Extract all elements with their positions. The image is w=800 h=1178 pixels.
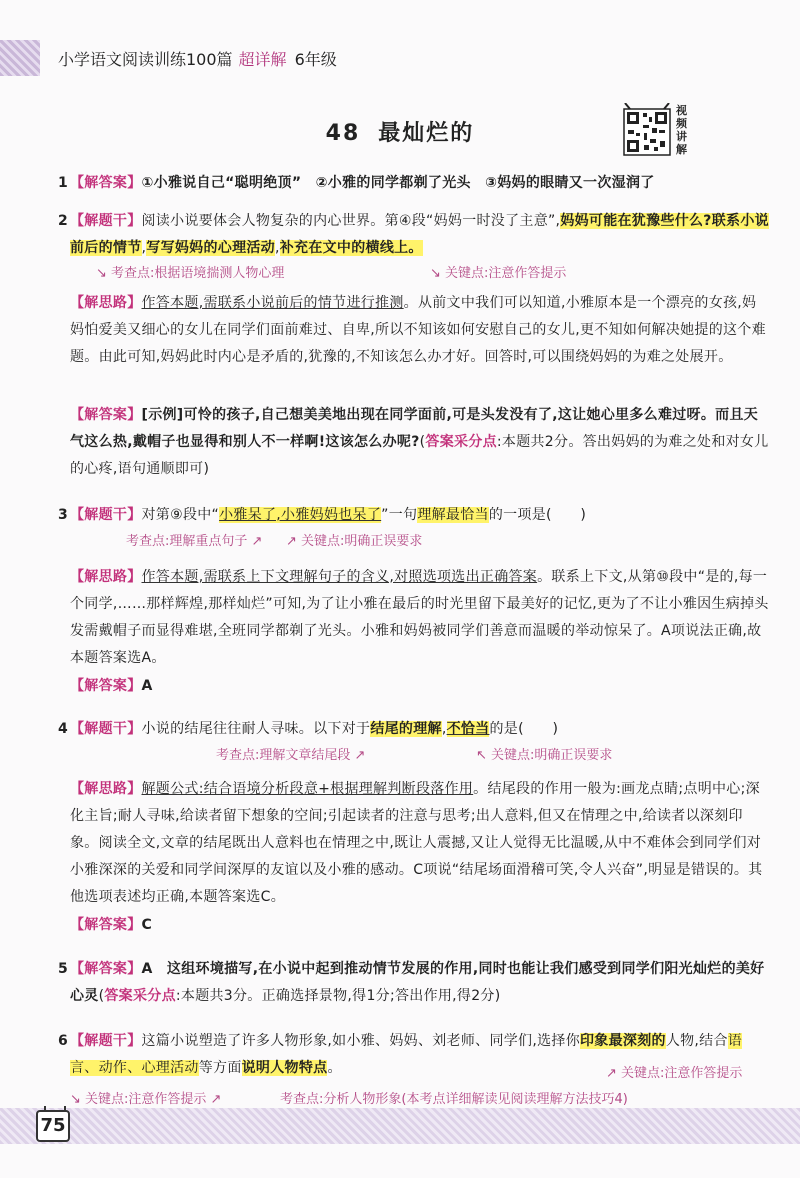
question-1: [58, 170, 770, 197]
answer-tag: 【解答案】: [70, 917, 142, 933]
scoring-tag: 答案采分点: [425, 434, 497, 450]
note-exam-point: 考查点:理解重点句子 ↗: [126, 534, 263, 549]
q3-thinking: [58, 564, 770, 672]
qr-code-icon[interactable]: [622, 103, 672, 157]
qr-label-char: 频: [676, 117, 687, 130]
stem-text: 的是( ): [489, 721, 559, 737]
stem-highlight: 补充在文中的横线上。: [279, 240, 423, 256]
stem-highlight: 不恰当: [446, 721, 490, 737]
note-text: 考查点:分析人物形象(本考点详细解读见阅读理解方法技巧4): [280, 1092, 628, 1107]
question-number: 3: [58, 507, 68, 523]
question-4: [58, 716, 770, 743]
stem-highlight: 语言、: [70, 1033, 743, 1076]
stem-highlight: 理解最恰当: [417, 507, 489, 523]
header-bar: [0, 40, 800, 76]
stem-text: ,: [141, 240, 147, 256]
book-title-accent: 超详解: [238, 49, 287, 69]
thinking-tag: 【解思路】: [70, 781, 142, 797]
thinking-tag: 【解思路】: [70, 569, 142, 585]
stem-highlight: 印象最深刻的: [580, 1033, 666, 1049]
stem-highlight: 小雅呆了,小雅妈妈也呆了: [219, 507, 382, 523]
page-number: 75: [36, 1110, 70, 1142]
thinking-underlined: 解题公式:结合语境分析段意+根据理解判断段落作用: [141, 781, 474, 797]
question-tag: 【解题干】: [70, 721, 142, 737]
thinking-text: 。结尾段的作用一般为:画龙点睛;点明中心;深化主旨;耐人寻味,给读者留下想象的空间;引起读者的注意与思考;出人意料,但又在情理之中,给读者以深刻印象。阅读全文,文章的结尾既出人意料也在情理之中,既让人震撼,又让人觉得无比温暖,从中不难体会到同学们对小雅深深的关爱和同学间深厚的友谊以及小雅的感动。C项说“结尾场面滑稽可笑,令人兴奋”,明显是错误的。其他选项表述均正确,本题答案选C。: [70, 781, 763, 905]
note-text: 关键点:注意作答提示: [85, 1092, 207, 1107]
book-title-text: 小学语文阅读训练100篇: [58, 49, 233, 69]
note-text: 考查点:理解重点句子: [126, 534, 248, 549]
stem-text: 阅读小说要体会人物复杂的内心世界。第④段“妈妈一时没了主意”,: [141, 213, 561, 229]
stem-highlight: 结尾的理解: [370, 721, 442, 737]
answer-text: [示例]可怜的孩子,自己想美美地出现在同学面前,可是头发没有了,这让她心里多么难过呀。而且天气这么热,戴帽子也显得和别人不一样啊!这该怎么办呢?: [70, 407, 759, 450]
stem-highlight: 写写妈妈的心理活动: [146, 240, 275, 256]
note-text: 考查点:根据语境揣测人物心理: [111, 266, 285, 281]
answer-text: A 这组环境描写,在小说中起到推动情节发展的作用,同时也能让我们感受到同学们阳光灿烂的美好心灵: [70, 961, 765, 1004]
stem-text: 这篇小说塑造了许多人物形象,如小雅、妈妈、刘老师、同学们,选择你: [141, 1033, 580, 1049]
note-text: 考查点:理解文章结尾段: [216, 748, 351, 763]
book-title: [58, 47, 337, 70]
question-2: [58, 208, 770, 262]
question-tag: 【解题干】: [70, 507, 142, 523]
note-key-point: ↘ 关键点:注意作答提示: [430, 266, 567, 281]
question-number: 5: [58, 961, 68, 977]
book-grade: 6年级: [294, 49, 337, 69]
footer-band: [0, 1108, 800, 1144]
qr-label-char: 解: [676, 143, 687, 156]
q2-answer: 【解答案】[示例]可怜的孩子,自己想美美地出现在同学面前,可是头发没有了,这让她心里多么难过呀。而且天气这么热,戴帽子也显得和别人不一样啊!这该怎么办呢?(答案采分点:本题共2分。答出妈妈的为难之处和对女儿的心疼,语句通顺即可): [70, 407, 769, 477]
scoring-tag: 答案采分点: [104, 988, 176, 1004]
question-number: 6: [58, 1033, 68, 1049]
answer-text: A: [141, 678, 153, 694]
header-stripe: [0, 40, 40, 76]
answer-tag: 【解答案】: [70, 175, 142, 191]
q4-thinking: [58, 776, 770, 911]
question-tag: 【解题干】: [70, 1033, 142, 1049]
lesson-title-text: 最灿烂的: [378, 121, 475, 146]
thinking-tag: 【解思路】: [70, 295, 142, 311]
scoring-text: :本题共3分。正确选择景物,得1分;答出作用,得2分): [175, 988, 501, 1004]
answer-text: C: [141, 917, 153, 933]
answer-tag: 【解答案】: [70, 961, 142, 977]
question-tag: 【解题干】: [70, 213, 142, 229]
note-key-point: ↘ 关键点:注意作答提示 ↗: [70, 1092, 222, 1107]
stem-text: 。: [327, 1060, 342, 1076]
lesson-number: 48: [325, 121, 361, 146]
answer-tag: 【解答案】: [70, 407, 142, 423]
stem-text: 小说的结尾往往耐人寻味。以下对于: [141, 721, 371, 737]
answer-text: ①小雅说自己“聪明绝顶” ②小雅的同学都剃了光头 ③妈妈的眼睛又一次湿润了: [141, 175, 655, 191]
question-number: 2: [58, 213, 68, 229]
scoring-text: :本题共2分。答出妈妈的为难之处和对女儿的心疼,语句通顺即可): [70, 434, 769, 477]
note-text: 关键点:注意作答提示: [621, 1066, 743, 1081]
note-exam-point: [280, 1088, 628, 1107]
q2-thinking: [58, 290, 770, 371]
note-exam-point: 考查点:理解文章结尾段 ↗: [216, 748, 366, 763]
stem-text: ,: [441, 721, 447, 737]
stem-highlight: 小说前后的情节: [70, 213, 769, 256]
stem-text: 对第⑨段中“: [141, 507, 220, 523]
question-number: 4: [58, 721, 68, 737]
thinking-underlined: 作答本题,需联系上下文理解句子的含义,对照选项选出正确答案: [141, 569, 538, 585]
note-text: 关键点:明确正误要求: [301, 534, 423, 549]
qr-label-char: 讲: [676, 130, 687, 143]
note-key-point: ↗ 关键点:注意作答提示: [606, 1066, 743, 1081]
stem-text: 的一项是( ): [488, 507, 587, 523]
stem-highlight: 动作、心理活动: [98, 1060, 199, 1076]
note-exam-point: ↘ 考查点:根据语境揣测人物心理: [96, 266, 285, 281]
stem-highlight: 说明人物特点: [241, 1060, 328, 1076]
q3-answer: [58, 673, 770, 700]
question-3: [58, 502, 770, 529]
thinking-text: 。联系上下文,从第⑩段中“是的,每一个同学,……那样辉煌,那样灿烂”可知,为了让小雅在最后的时光里留下最美好的记忆,更为了不让小雅因生病掉头发需戴帽子而显得难堪,全班同学都剃了光头。小雅和妈妈被同学们善意而温暖的举动惊呆了。A项说法正确,故本题答案选A。: [70, 569, 769, 666]
note-key-point: ↗ 关键点:明确正误要求: [286, 534, 423, 549]
note-key-point: ↖ 关键点:明确正误要求: [476, 748, 613, 763]
stem-text: 等方面: [198, 1060, 242, 1076]
stem-highlight: 妈妈可能在犹豫些什么?联系: [560, 213, 741, 229]
answer-tag: 【解答案】: [70, 678, 142, 694]
stem-text: ”一句: [381, 507, 418, 523]
note-text: 关键点:明确正误要求: [491, 748, 613, 763]
stem-text: 人物,结合: [665, 1033, 728, 1049]
thinking-text: 。从前文中我们可以知道,小雅原本是一个漂亮的女孩,妈妈怕爱美又细心的女儿在同学们面前难过、自卑,所以不知该如何安慰自己的女儿,更不知如何解决她提的这个难题。由此可知,妈妈此时内心是矛盾的,犹豫的,不知该怎么办才好。回答时,可以围绕妈妈的为难之处展开。: [70, 295, 766, 365]
stem-text: ,: [274, 240, 280, 256]
q4-answer: [58, 912, 770, 939]
qr-label: [676, 104, 690, 156]
question-5: 5 【解答案】A 这组环境描写,在小说中起到推动情节发展的作用,同时也能让我们感受到同学们阳光灿烂的美好心灵(答案采分点:本题共3分。正确选择景物,得1分;答出作用,得2分): [58, 956, 770, 1010]
qr-label-char: 视: [676, 104, 687, 117]
question-number: 1: [58, 175, 68, 191]
thinking-underlined: 作答本题,需联系小说前后的情节进行推测: [141, 295, 404, 311]
note-text: 关键点:注意作答提示: [445, 266, 567, 281]
